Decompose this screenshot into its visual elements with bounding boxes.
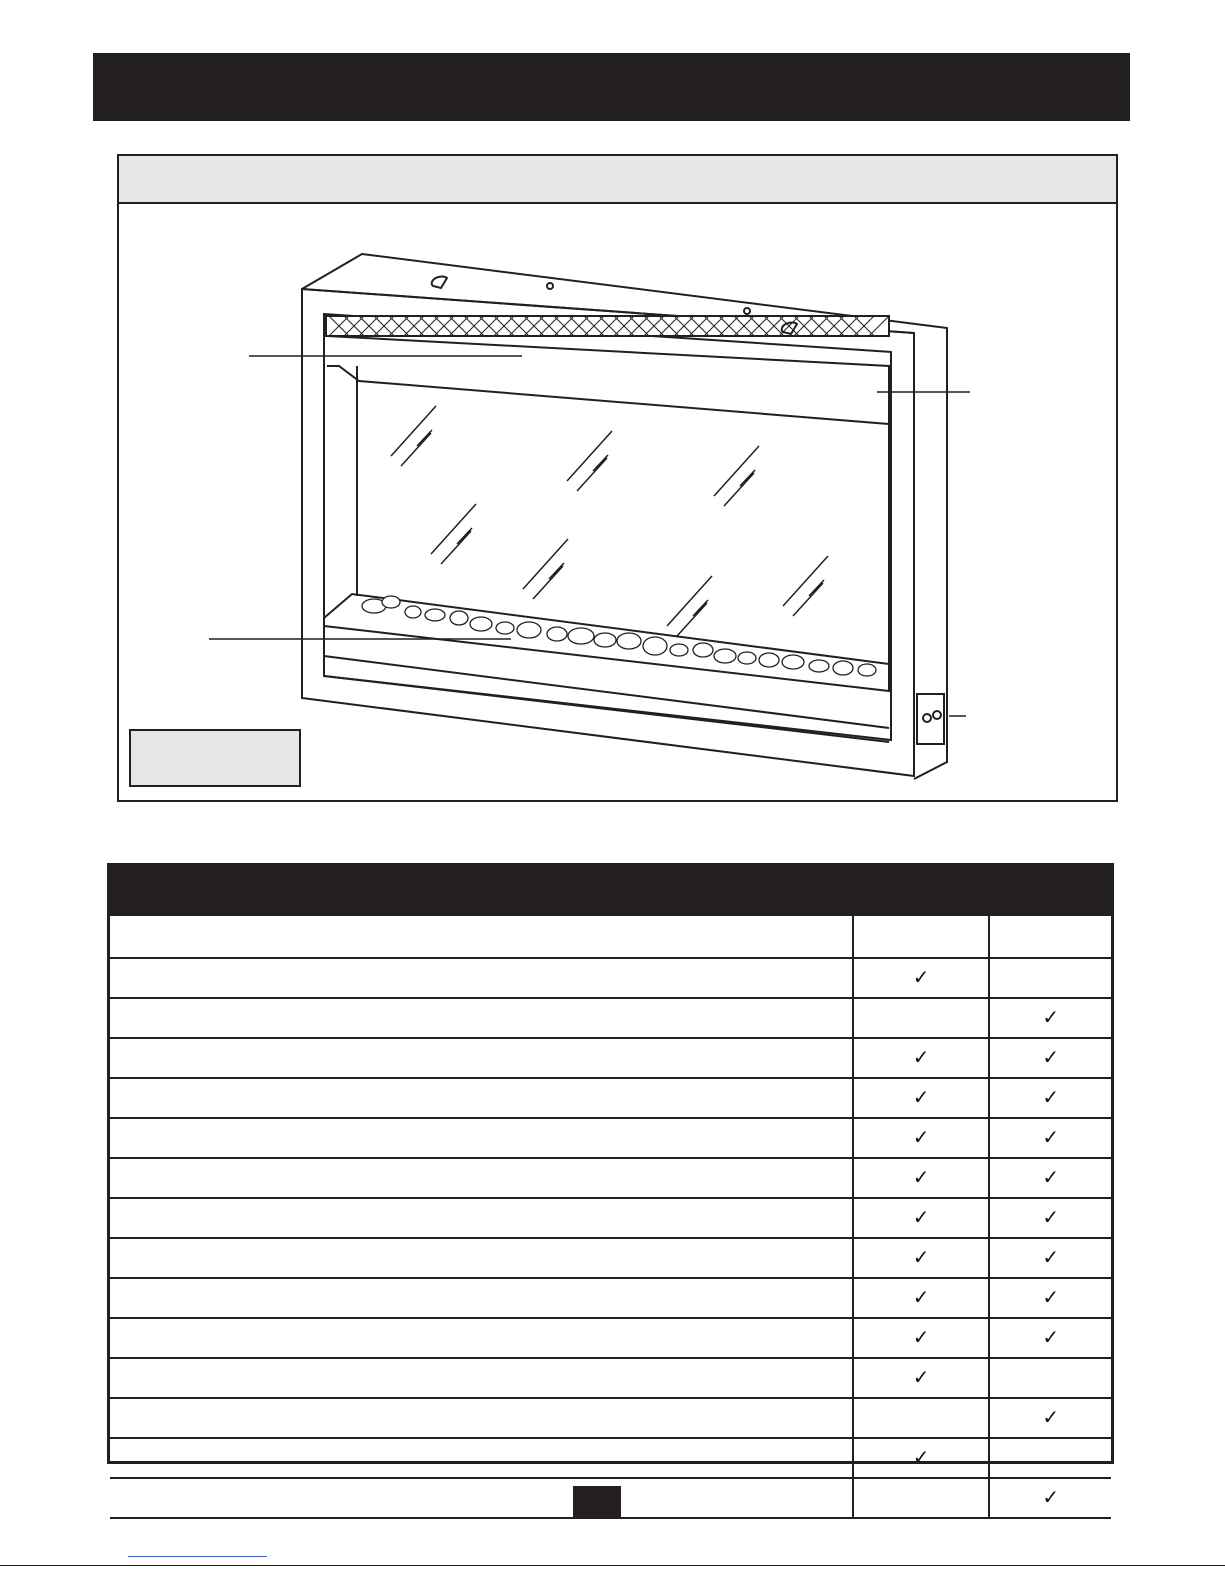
check-mark: ✓ [1042,1125,1060,1149]
model-a-cell [853,1238,990,1278]
features-table [107,863,1114,1509]
table-row [110,1398,1111,1438]
check-mark: ✓ [912,1365,930,1389]
feature-cell [110,998,853,1038]
section-title-banner [93,53,1130,121]
model-b-cell [989,1118,1111,1158]
feature-cell [110,1358,853,1398]
model-a-cell [853,1318,990,1358]
check-mark: ✓ [912,1325,930,1349]
model-a-cell [853,1358,990,1398]
check-mark: ✓ [1042,1005,1060,1029]
footer-rule [0,1565,1225,1566]
model-a-cell [853,998,990,1038]
model-b-cell [989,958,1111,998]
table-row [110,916,1111,958]
check-mark: ✓ [1042,1085,1060,1109]
check-mark: ✓ [912,1285,930,1309]
feature-cell [110,1398,853,1438]
table-row [110,1038,1111,1078]
check-mark: ✓ [912,1445,930,1469]
feature-cell [110,1318,853,1358]
model-b-cell [989,1158,1111,1198]
table-row [110,1438,1111,1478]
model-b-cell [989,1478,1111,1518]
model-a-cell [853,916,990,958]
features-table-header [110,866,1111,916]
table-row [110,1118,1111,1158]
table-row [110,1158,1111,1198]
model-b-cell [989,1398,1111,1438]
table-row [110,998,1111,1038]
check-mark: ✓ [1042,1325,1060,1349]
feature-cell [110,916,853,958]
model-a-cell [853,958,990,998]
feature-cell [110,1198,853,1238]
feature-cell [110,1038,853,1078]
model-a-cell [853,1278,990,1318]
table-row [110,1078,1111,1118]
features-grid [110,916,1111,1519]
model-a-cell [853,1198,990,1238]
feature-cell [110,1438,853,1478]
model-a-cell [853,1478,990,1518]
feature-cell [110,1278,853,1318]
model-b-cell [989,1438,1111,1478]
feature-cell [110,1478,853,1518]
check-mark: ✓ [1042,1245,1060,1269]
check-mark: ✓ [1042,1045,1060,1069]
model-b-cell [989,1358,1111,1398]
model-a-cell [853,1038,990,1078]
model-b-cell [989,998,1111,1038]
table-row [110,1318,1111,1358]
check-mark: ✓ [912,1085,930,1109]
feature-cell [110,958,853,998]
feature-cell [110,1118,853,1158]
page-number-box [573,1486,621,1517]
model-b-cell [989,1078,1111,1118]
check-mark: ✓ [1042,1205,1060,1229]
check-mark: ✓ [912,1165,930,1189]
check-mark: ✓ [1042,1165,1060,1189]
feature-cell [110,1238,853,1278]
model-a-cell [853,1438,990,1478]
model-a-cell [853,1118,990,1158]
model-a-cell [853,1158,990,1198]
footer-link-underline[interactable] [128,1556,267,1557]
model-a-cell [853,1398,990,1438]
check-mark: ✓ [912,1045,930,1069]
model-b-cell [989,1278,1111,1318]
check-mark: ✓ [1042,1485,1060,1509]
table-row [110,958,1111,998]
table-row [110,1238,1111,1278]
check-mark: ✓ [1042,1285,1060,1309]
model-b-cell [989,1038,1111,1078]
model-b-cell [989,916,1111,958]
table-row [110,1278,1111,1318]
model-b-cell [989,1198,1111,1238]
table-row [110,1358,1111,1398]
model-label-box [129,729,301,787]
check-mark: ✓ [1042,1405,1060,1429]
check-mark: ✓ [912,1205,930,1229]
model-a-cell [853,1078,990,1118]
check-mark: ✓ [912,965,930,989]
check-mark: ✓ [912,1125,930,1149]
check-mark: ✓ [912,1245,930,1269]
model-b-cell [989,1238,1111,1278]
table-row [110,1198,1111,1238]
feature-cell [110,1078,853,1118]
product-diagram-panel [117,154,1118,802]
fireplace-insert-drawing [119,156,1116,800]
feature-cell [110,1158,853,1198]
model-b-cell [989,1318,1111,1358]
